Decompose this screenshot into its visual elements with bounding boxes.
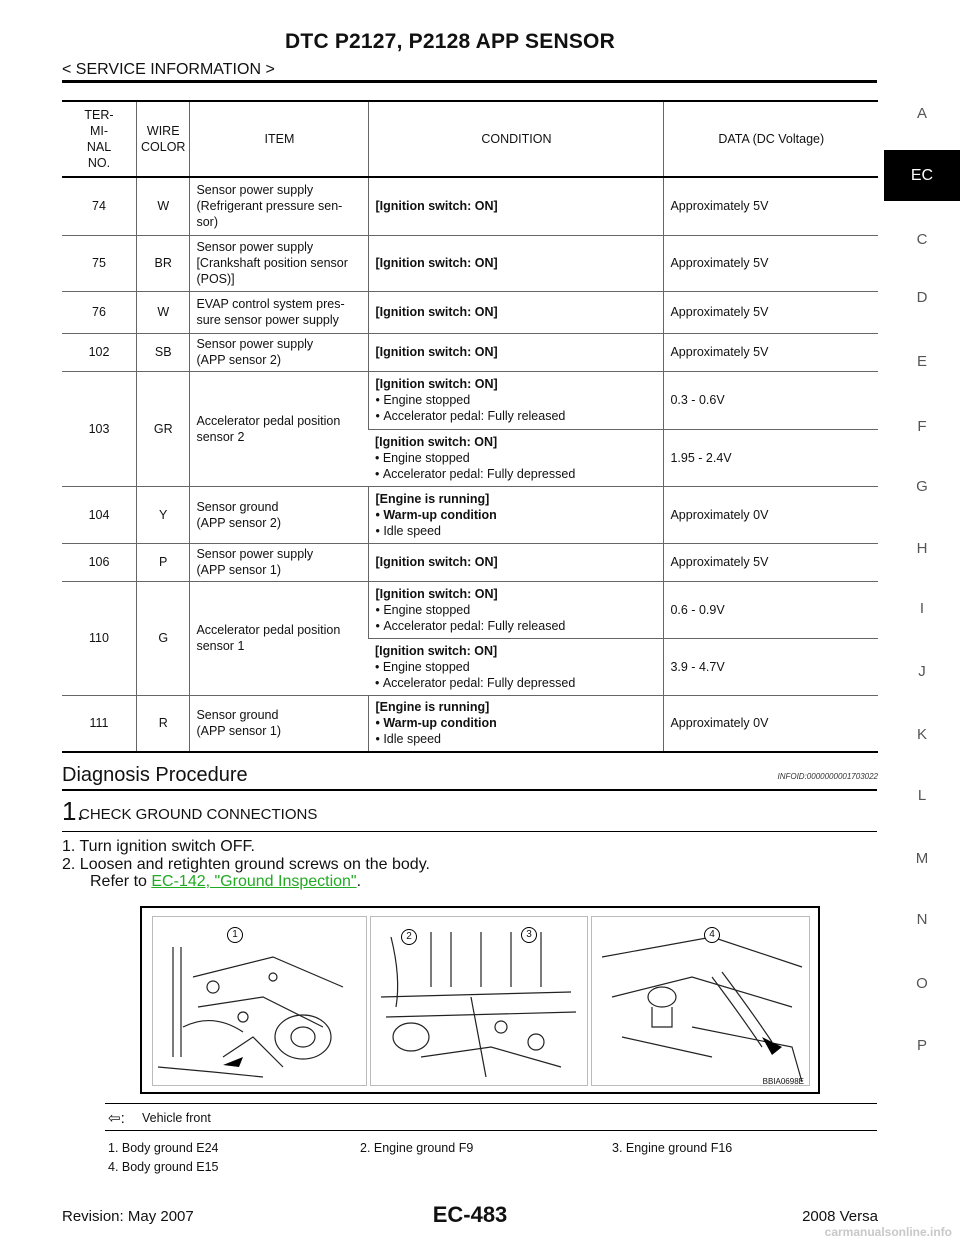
header-terminal-line: NO. — [87, 156, 111, 170]
terminal-number: 74 — [92, 199, 106, 214]
condition-heading: [Ignition switch: ON] — [375, 199, 498, 214]
diagnosis-title: Diagnosis Procedure — [62, 764, 248, 786]
item-line: sensor 2 — [196, 429, 245, 444]
wire-color: W — [137, 291, 190, 333]
condition — [369, 177, 664, 235]
item-line: Sensor ground — [196, 499, 279, 514]
dc-voltage-value: 1.95 - 2.4V — [664, 429, 878, 486]
wire-color: Y — [137, 486, 190, 543]
header-terminal-line: NAL — [86, 140, 112, 154]
condition-bullet: • Idle speed — [375, 523, 657, 539]
dc-voltage-value: Approximately 5V — [664, 235, 878, 291]
item-description — [190, 177, 369, 235]
item-description — [190, 581, 369, 695]
header-data: DATA (DC Voltage) — [664, 101, 878, 177]
wire-color: P — [137, 543, 190, 581]
engine-bay-illustration-1 — [153, 917, 367, 1086]
condition-bullet: • Accelerator pedal: Fully released — [375, 618, 657, 634]
refer-prefix: Refer to — [90, 873, 152, 890]
item-description — [190, 695, 369, 752]
terminal-number: 102 — [88, 345, 110, 359]
item-description — [190, 291, 369, 333]
item-description — [190, 486, 369, 543]
item-description — [190, 235, 369, 291]
step-rule — [62, 831, 877, 832]
section-tab-o[interactable]: O — [916, 975, 928, 992]
terminal-number: 104 — [88, 507, 110, 522]
ground-inspection-link[interactable]: EC-142, "Ground Inspection" — [151, 873, 357, 890]
condition — [369, 235, 664, 291]
condition-bullet: • Accelerator pedal: Fully released — [375, 408, 657, 424]
condition — [369, 581, 664, 638]
condition-bullet: • Engine stopped — [375, 659, 658, 675]
section-tab-g[interactable]: G — [916, 478, 928, 495]
header-wire-color — [137, 101, 190, 177]
terminal-spec-table — [62, 100, 878, 753]
item-line: Sensor power supply — [196, 547, 314, 561]
condition — [369, 486, 664, 543]
dc-voltage-value: 0.3 - 0.6V — [664, 371, 878, 429]
figure-panel-body-ground-e15 — [591, 916, 810, 1086]
condition-heading: [Ignition switch: ON] — [375, 345, 498, 359]
condition-heading: [Engine is running] — [375, 700, 490, 715]
condition — [369, 333, 664, 371]
wire-color: G — [137, 581, 190, 695]
table-row — [62, 695, 878, 752]
item-line: Sensor ground — [196, 708, 279, 723]
terminal-number: 106 — [88, 555, 110, 569]
step-number: 1. — [62, 796, 84, 826]
condition — [369, 371, 664, 429]
section-tab-p[interactable]: P — [916, 1037, 927, 1054]
legend-rule-top — [105, 1103, 877, 1104]
condition-heading: [Ignition switch: ON] — [374, 643, 498, 658]
callout-2: 2 — [401, 929, 417, 945]
item-line: (APP sensor 2) — [196, 353, 281, 367]
step-instruction-2: 2. Loosen and retighten ground screws on the body. — [62, 856, 430, 873]
condition-bullet: • Accelerator pedal: Fully depressed — [375, 466, 658, 482]
section-tab-a[interactable]: A — [916, 105, 927, 122]
section-tab-ec[interactable]: EC — [884, 150, 960, 201]
dc-voltage-value: 3.9 - 4.7V — [664, 638, 878, 695]
section-tab-d[interactable]: D — [916, 289, 928, 306]
condition-heading: [Ignition switch: ON] — [375, 377, 498, 391]
section-tab-m[interactable]: M — [915, 850, 929, 867]
condition — [369, 291, 664, 333]
section-tab-f[interactable]: F — [917, 418, 927, 435]
item-description — [190, 371, 369, 486]
vehicle-front-label: Vehicle front — [142, 1111, 211, 1125]
section-tab-h[interactable]: H — [916, 540, 928, 557]
condition-heading: [Engine is running] — [375, 491, 490, 506]
item-line: (Refrigerant pressure sen- — [196, 199, 343, 214]
header-terminal-line: MI- — [89, 124, 109, 138]
vehicle-front-arrow-icon: ⇦: — [108, 1110, 125, 1127]
item-line: Sensor power supply — [196, 240, 314, 254]
section-tab-e[interactable]: E — [916, 353, 927, 370]
condition-heading: [Ignition switch: ON] — [375, 256, 498, 270]
watermark: carmanualsonline.info — [824, 1225, 952, 1239]
figure-panel-engine-ground-f9-f16 — [370, 916, 588, 1086]
item-line: sor) — [196, 215, 218, 230]
header-rule — [62, 80, 877, 83]
condition-heading: [Ignition switch: ON] — [375, 586, 498, 601]
condition-bullet: • Engine stopped — [375, 392, 657, 408]
condition — [369, 429, 664, 486]
item-line: (APP sensor 2) — [196, 515, 281, 530]
dc-voltage-value: 0.6 - 0.9V — [664, 581, 878, 638]
section-tab-i[interactable]: I — [919, 600, 925, 617]
item-line: EVAP control system pres- — [196, 297, 345, 311]
item-line: (POS)] — [196, 272, 235, 286]
dc-voltage-value: Approximately 0V — [664, 695, 878, 752]
condition-bullet: • Accelerator pedal: Fully depressed — [375, 675, 658, 691]
table-header-row — [62, 101, 878, 177]
item-description — [190, 333, 369, 371]
wire-color: SB — [137, 333, 190, 371]
section-tab-c[interactable]: C — [916, 231, 928, 248]
header-terminal-line: TER- — [84, 108, 114, 122]
section-tab-n[interactable]: N — [916, 911, 928, 928]
item-line: Accelerator pedal position — [196, 413, 341, 428]
legend-item-4: 4. Body ground E15 — [108, 1160, 219, 1174]
condition-bullet: • Warm-up condition — [375, 715, 657, 731]
engine-bay-illustration-3 — [592, 917, 810, 1086]
condition-bullet: • Warm-up condition — [375, 507, 657, 523]
dc-voltage-value: Approximately 5V — [664, 333, 878, 371]
legend-item-1: 1. Body ground E24 — [108, 1141, 219, 1155]
table-row — [62, 543, 878, 581]
page-title: DTC P2127, P2128 APP SENSOR — [285, 30, 615, 53]
table-row — [62, 486, 878, 543]
table-row — [62, 371, 878, 429]
table-row — [62, 177, 878, 235]
dc-voltage-value: Approximately 5V — [664, 543, 878, 581]
header-condition: CONDITION — [369, 101, 664, 177]
table-row — [62, 581, 878, 638]
wire-color: W — [137, 177, 190, 235]
terminal-number: 75 — [92, 256, 106, 270]
step-instruction-1: 1. Turn ignition switch OFF. — [62, 838, 255, 855]
header-item: ITEM — [190, 101, 369, 177]
figure-code: BBIA0698E — [762, 1077, 804, 1086]
wire-color: GR — [137, 371, 190, 486]
dc-voltage-value: Approximately 5V — [664, 177, 878, 235]
item-line: sensor 1 — [196, 639, 245, 653]
ground-locations-figure — [140, 906, 820, 1094]
item-line: Sensor power supply — [196, 183, 314, 198]
header-terminal — [62, 101, 137, 177]
info-id: INFOID:0000000001703022 — [777, 772, 878, 781]
section-tab-j[interactable]: J — [918, 663, 926, 680]
revision-date: Revision: May 2007 — [62, 1208, 194, 1225]
dc-voltage-value: Approximately 5V — [664, 291, 878, 333]
terminal-number: 76 — [92, 305, 106, 319]
terminal-number: 110 — [89, 631, 109, 645]
condition — [369, 543, 664, 581]
condition — [369, 695, 664, 752]
callout-3: 3 — [521, 927, 537, 943]
figure-panel-body-ground-e24 — [152, 916, 367, 1086]
section-tab-k[interactable]: K — [916, 726, 927, 743]
section-label: < SERVICE INFORMATION > — [62, 61, 275, 78]
header-color-line: WIRE — [146, 124, 180, 138]
step-title: CHECK GROUND CONNECTIONS — [79, 806, 318, 823]
callout-1: 1 — [227, 927, 243, 943]
condition-bullet: • Idle speed — [375, 731, 657, 747]
table-row — [62, 333, 878, 371]
item-line: Sensor power supply — [196, 337, 314, 351]
condition-heading: [Ignition switch: ON] — [375, 305, 498, 319]
header-color-line: COLOR — [141, 140, 186, 154]
item-line: [Crankshaft position sensor — [196, 256, 348, 270]
item-line: Accelerator pedal position — [196, 623, 341, 637]
diagnosis-rule — [62, 789, 877, 791]
section-tab-l[interactable]: L — [917, 787, 927, 804]
model-year: 2008 Versa — [802, 1208, 878, 1225]
refer-suffix: . — [356, 873, 362, 890]
table-row — [62, 235, 878, 291]
legend-item-3: 3. Engine ground F16 — [612, 1141, 733, 1155]
item-line: (APP sensor 1) — [196, 724, 281, 739]
dc-voltage-value: Approximately 0V — [664, 486, 878, 543]
terminal-number: 103 — [88, 421, 110, 436]
item-line: sure sensor power supply — [196, 313, 339, 327]
callout-4: 4 — [704, 927, 720, 943]
legend-rule-bottom — [105, 1130, 877, 1131]
condition-heading: [Ignition switch: ON] — [374, 434, 498, 449]
condition-bullet: • Engine stopped — [375, 450, 658, 466]
item-line: (APP sensor 1) — [196, 563, 281, 577]
legend-item-2: 2. Engine ground F9 — [360, 1141, 474, 1155]
item-description — [190, 543, 369, 581]
condition-bullet: • Engine stopped — [375, 602, 657, 618]
wire-color: R — [137, 695, 190, 752]
page-number: EC-483 — [432, 1202, 508, 1227]
wire-color: BR — [137, 235, 190, 291]
table-row — [62, 291, 878, 333]
condition-heading: [Ignition switch: ON] — [375, 555, 498, 569]
step-instruction-3 — [90, 873, 361, 891]
terminal-number: 111 — [89, 716, 109, 731]
condition — [369, 638, 664, 695]
